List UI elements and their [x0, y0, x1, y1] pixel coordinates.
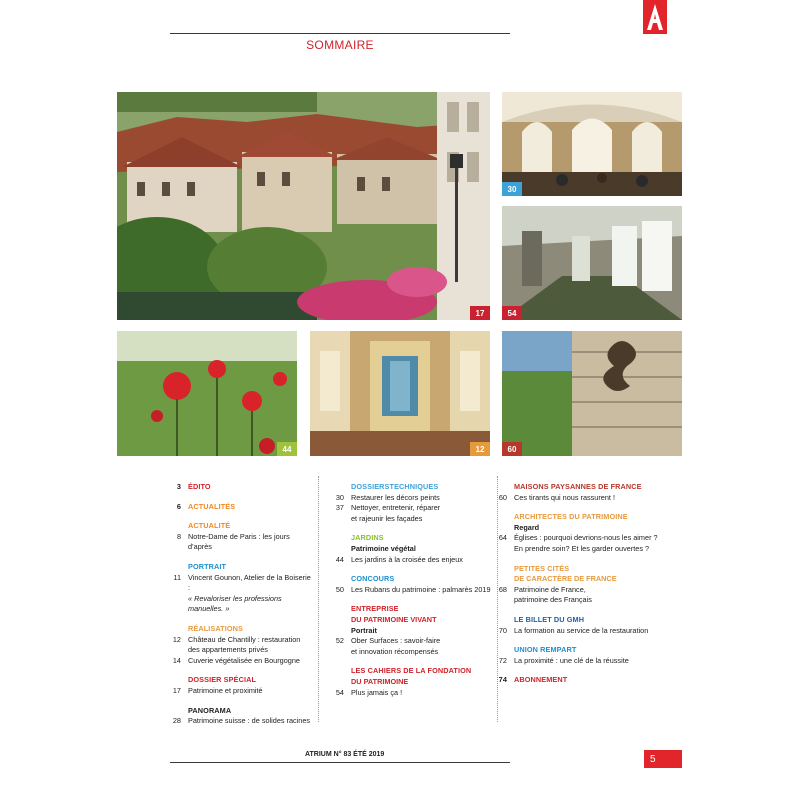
toc-entry-text: La formation au service de la restauration	[514, 625, 649, 635]
toc-section-heading	[494, 512, 684, 523]
toc-section-heading	[331, 533, 491, 544]
toc-section-subtitle	[331, 677, 491, 688]
toc-entry	[331, 555, 491, 566]
toc-section-title: ACTUALITÉ	[188, 521, 231, 531]
toc-entry	[168, 532, 313, 553]
footer-rule	[170, 762, 510, 763]
toc-entry-text: Les Rubans du patrimoine : palmarès 2019	[351, 584, 491, 594]
toc-section-title: ABONNEMENT	[514, 675, 568, 685]
toc-section-heading	[168, 502, 313, 513]
toc-entry	[331, 647, 491, 658]
toc-entry-text: Les jardins à la croisée des enjeux	[351, 554, 463, 564]
toc-page-number: 60	[498, 492, 507, 502]
toc-section-title: MAISONS PAYSANNES DE FRANCE	[514, 482, 642, 491]
toc-page-number: 30	[335, 492, 344, 502]
toc-page-number: 3	[176, 482, 181, 491]
toc-entry	[168, 686, 313, 697]
toc-section-title: ARCHITECTES DU PATRIMOINE	[514, 512, 628, 522]
toc-page-number: 12	[172, 634, 181, 644]
toc-section-heading	[168, 482, 313, 493]
photo-stone-wall	[502, 331, 682, 456]
toc-entry-text: des appartements privés	[188, 645, 268, 655]
toc-entry-text: Patrimoine suisse : de solides racines	[188, 716, 311, 726]
toc-page-number: 17	[172, 685, 181, 695]
toc-entry	[168, 716, 313, 727]
toc-entry	[494, 544, 684, 555]
toc-page-number: 37	[335, 503, 344, 513]
toc-entry	[331, 503, 491, 514]
photo-village	[117, 92, 490, 320]
header-rule	[170, 33, 510, 34]
toc-entry-text: Château de Chantilly : restauration	[188, 634, 301, 644]
photo-corridor	[502, 206, 682, 320]
toc-entry-text: Vincent Gounon, Atelier de la Boiserie :	[188, 572, 311, 593]
toc-section-title: PANORAMA	[188, 705, 232, 715]
toc-section-heading	[168, 675, 313, 686]
toc-section-heading	[331, 666, 491, 677]
toc-section-heading	[494, 645, 684, 656]
photo-badge: 44	[277, 442, 297, 456]
toc-section-title: ÉDITO	[188, 482, 211, 491]
toc-section-heading	[168, 521, 313, 532]
photo-badge: 30	[502, 182, 522, 196]
toc-entry	[331, 585, 491, 596]
toc-page-number: 52	[335, 636, 344, 646]
toc-page-number: 6	[176, 501, 181, 511]
toc-entry	[168, 645, 313, 656]
toc-entry	[331, 544, 491, 555]
toc-entry-text: Portrait	[351, 625, 377, 635]
issue-info: ATRIUM N° 83 ÉTÉ 2019	[305, 751, 385, 758]
toc-entry-text: Patrimoine de France,	[514, 584, 586, 594]
toc-entry	[331, 493, 491, 504]
toc-section-heading	[494, 564, 684, 575]
toc-section-title: DOSSIERSTECHNIQUES	[351, 482, 439, 491]
toc-page-number: 74	[498, 675, 507, 685]
page-number: 5	[644, 750, 682, 768]
toc-section-subtitle	[331, 615, 491, 626]
toc-entry	[331, 688, 491, 699]
toc-section-title: PORTRAIT	[188, 561, 227, 571]
toc-page-number: 14	[172, 655, 181, 665]
toc-entry-text: « Revaloriser les professions manuelles. »	[188, 593, 282, 614]
toc-entry-text: et innovation récompensés	[351, 646, 439, 656]
toc-column-right	[494, 482, 684, 686]
toc-section-subtitle	[494, 574, 684, 585]
toc-page-number: 44	[335, 554, 344, 564]
toc-entry-text: Patrimoine et proximité	[188, 685, 263, 695]
toc-entry-text: Églises : pourquoi devrions-nous les aimer ?	[514, 533, 658, 543]
photo-badge: 60	[502, 442, 522, 456]
toc-entry	[168, 635, 313, 646]
toc-entry	[494, 626, 684, 637]
toc-page-number: 64	[498, 533, 507, 543]
toc-entry-text: patrimoine des Français	[514, 595, 592, 605]
toc-section-title: LES CAHIERS DE LA FONDATION	[351, 666, 472, 676]
toc-page-number: 54	[335, 687, 344, 697]
toc-section-title: CONCOURS	[351, 574, 395, 584]
toc-section-title: LE BILLET DU GMH	[514, 614, 585, 624]
toc-entry-text: Restaurer les décors peints	[351, 492, 440, 502]
toc-page-number: 68	[498, 584, 507, 594]
toc-entry-text: et rajeunir les façades	[351, 513, 423, 523]
toc-section-subtitle-text: DE CARACTÈRE DE FRANCE	[514, 574, 617, 584]
toc-section-title: JARDINS	[351, 533, 384, 543]
toc-entry	[494, 595, 684, 606]
toc-column-left	[168, 482, 313, 727]
photo-badge: 17	[470, 306, 490, 320]
toc-page-number: 70	[498, 625, 507, 635]
toc-section-heading	[168, 706, 313, 717]
toc-entry-text: Plus jamais ça !	[351, 687, 403, 697]
toc-section-heading	[168, 624, 313, 635]
toc-section-subtitle-text: DU PATRIMOINE VIVANT	[351, 614, 437, 624]
toc-entry-text: Notre-Dame de Paris : les jours d’après	[188, 531, 290, 552]
photo-salon	[310, 331, 490, 456]
toc-entry-text: En prendre soin? Et les garder ouvertes ?	[514, 543, 650, 553]
toc-entry	[494, 533, 684, 544]
toc-page-number: 11	[173, 572, 181, 582]
toc-section-heading	[494, 675, 684, 686]
toc-entry	[168, 656, 313, 667]
photo-badge: 54	[502, 306, 522, 320]
toc-section-heading	[494, 615, 684, 626]
toc-section-title: RÉALISATIONS	[188, 623, 243, 633]
toc-entry	[168, 573, 313, 594]
toc-page-number: 28	[172, 716, 181, 726]
toc-section-heading	[168, 562, 313, 573]
toc-section-title: PETITES CITÉS	[514, 563, 570, 573]
toc-entry	[494, 523, 684, 534]
toc-entry-text: Regard	[514, 522, 540, 532]
toc-entry-text: Ces tirants qui nous rassurent !	[514, 492, 615, 502]
toc-page-number: 8	[176, 531, 181, 541]
toc-section-subtitle-text: DU PATRIMOINE	[351, 676, 409, 686]
toc-entry	[494, 585, 684, 596]
toc-entry-text: Patrimoine végétal	[351, 543, 416, 553]
photo-poppies	[117, 331, 297, 456]
page-title: SOMMAIRE	[306, 38, 374, 52]
toc-page-number: 72	[498, 655, 507, 665]
toc-entry	[331, 636, 491, 647]
toc-entry-text: Nettoyer, entretenir, réparer	[351, 503, 441, 513]
toc-entry-text: Cuverie végétalisée en Bourgogne	[188, 655, 300, 665]
column-divider	[318, 476, 319, 722]
atrium-logo	[643, 0, 667, 34]
photo-arcade-hall	[502, 92, 682, 196]
toc-page-number: 50	[335, 584, 344, 594]
toc-entry	[331, 514, 491, 525]
toc-section-title: UNION REMPART	[514, 645, 577, 655]
toc-entry	[331, 626, 491, 637]
toc-section-heading	[331, 482, 491, 493]
toc-section-title: ENTREPRISE	[351, 604, 399, 614]
toc-section-heading	[331, 604, 491, 615]
toc-section-title: ACTUALITÉS	[188, 501, 236, 511]
toc-section-heading	[331, 574, 491, 585]
toc-entry	[168, 594, 313, 615]
toc-section-heading	[494, 482, 684, 493]
toc-section-title: DOSSIER SPÉCIAL	[188, 675, 256, 685]
photo-badge: 12	[470, 442, 490, 456]
toc-entry	[494, 493, 684, 504]
toc-entry-text: La proximité : une clé de la réussite	[514, 655, 629, 665]
toc-entry	[494, 656, 684, 667]
toc-column-middle	[331, 482, 491, 698]
toc-entry-text: Ober Surfaces : savoir-faire	[351, 636, 441, 646]
